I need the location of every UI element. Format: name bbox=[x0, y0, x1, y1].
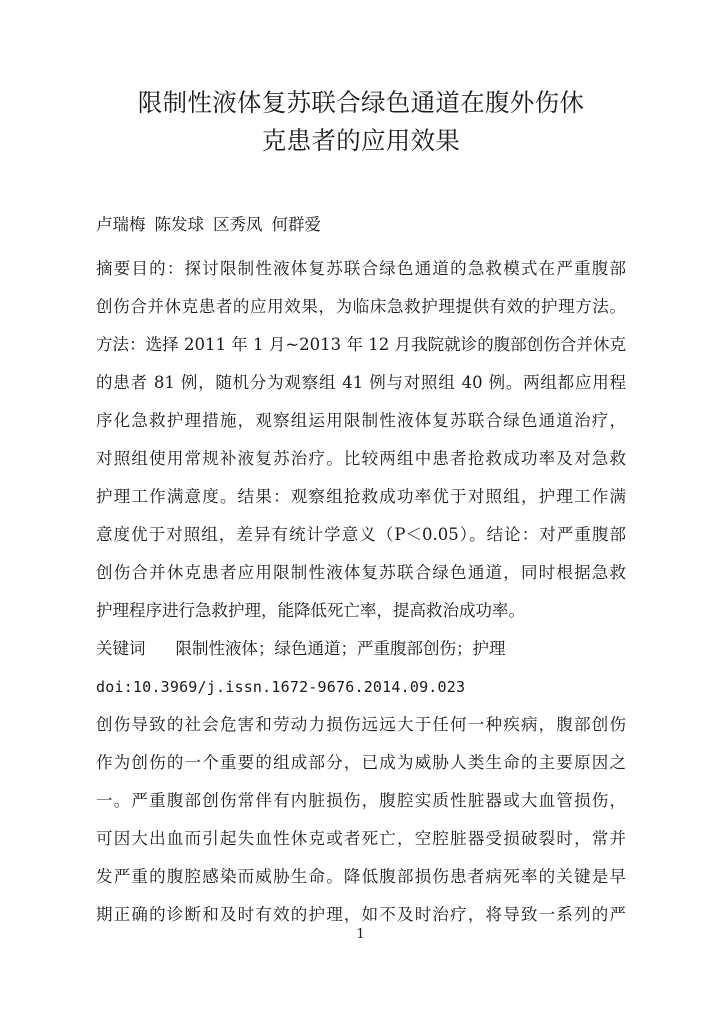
title-line-2: 克患者的应用效果 bbox=[261, 126, 461, 155]
body-line: 期正确的诊断和及时有效的护理，如不及时治疗，将导致一系列的严 bbox=[96, 905, 626, 924]
abstract-line: 护理工作满意度。结果：观察组抢救成功率优于对照组，护理工作满 bbox=[96, 487, 626, 506]
page-number: 1 bbox=[356, 927, 365, 942]
body-line: 作为创伤的一个重要的组成部分，已成为威胁人类生命的主要原因之 bbox=[96, 753, 626, 772]
abstract-line: 方法：选择 2011 年 1 月~2013 年 12 月我院就诊的腹部创伤合并休克 bbox=[96, 335, 626, 354]
abstract-line: 的患者 81 例，随机分为观察组 41 例与对照组 40 例。两组都应用程 bbox=[96, 373, 626, 392]
keywords-values: 限制性液体；绿色通道；严重腹部创伤；护理 bbox=[175, 639, 506, 658]
author-name: 何群爱 bbox=[271, 215, 321, 234]
page-title bbox=[96, 0, 626, 160]
body-line: 一。严重腹部创伤常伴有内脏损伤，腹腔实质性脏器或大血管损伤， bbox=[96, 791, 626, 810]
abstract-line: 序化急救护理措施，观察组运用限制性液体复苏联合绿色通道治疗， bbox=[96, 411, 626, 430]
keywords-line bbox=[96, 630, 626, 668]
author-name: 区秀凤 bbox=[213, 215, 263, 234]
abstract-line: 创伤合并休克患者应用限制性液体复苏联合绿色通道，同时根据急救 bbox=[96, 563, 626, 582]
doi-identifier: doi:10.3969/j.issn.1672-9676.2014.09.023 bbox=[96, 678, 466, 696]
abstract-line: 护理程序进行急救护理，能降低死亡率，提高救治成功率。 bbox=[96, 601, 525, 620]
abstract-line: 对照组使用常规补液复苏治疗。比较两组中患者抢救成功率及对急救 bbox=[96, 449, 626, 468]
abstract-line: 摘要目的：探讨限制性液体复苏联合绿色通道的急救模式在严重腹部 bbox=[96, 259, 626, 278]
body-line: 发严重的腹腔感染而威胁生命。降低腹部损伤患者病死率的关键是早 bbox=[96, 867, 626, 886]
body-line: 可因大出血而引起失血性休克或者死亡，空腔脏器受损破裂时，常并 bbox=[96, 829, 626, 848]
author-name: 陈发球 bbox=[154, 215, 204, 234]
page-content bbox=[96, 0, 626, 934]
body-section bbox=[96, 706, 626, 934]
abstract-section bbox=[96, 244, 626, 630]
author-list bbox=[96, 160, 626, 244]
author-name: 卢瑞梅 bbox=[96, 215, 146, 234]
body-line: 创伤导致的社会危害和劳动力损伤远远大于任何一种疾病，腹部创伤 bbox=[96, 715, 626, 734]
title-line-1: 限制性液体复苏联合绿色通道在腹外伤休 bbox=[137, 88, 585, 117]
keywords-label: 关键词 bbox=[96, 639, 146, 658]
abstract-line: 意度优于对照组，差异有统计学意义（P＜0.05）。结论：对严重腹部 bbox=[96, 525, 626, 544]
abstract-line: 创伤合并休克患者的应用效果，为临床急救护理提供有效的护理方法。 bbox=[96, 297, 626, 316]
